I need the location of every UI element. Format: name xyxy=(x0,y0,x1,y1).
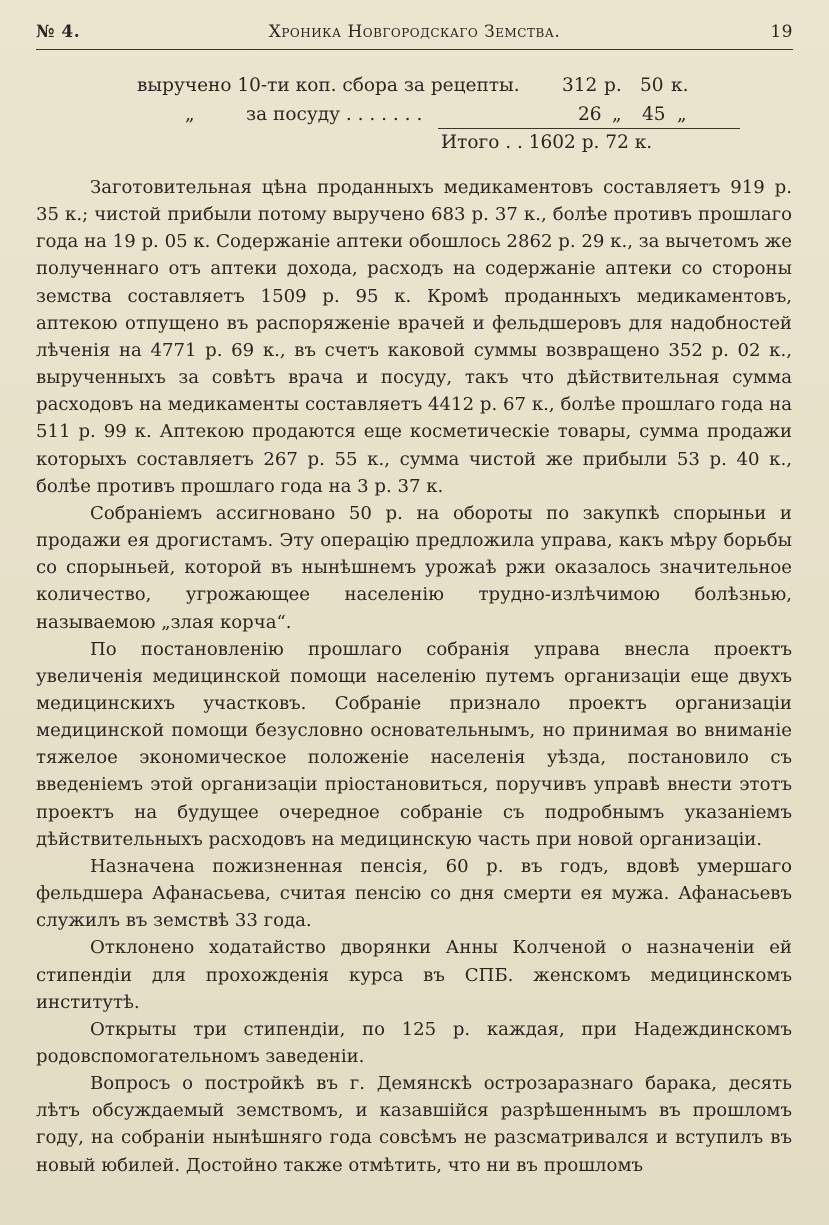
calc-label: выручено 10-ти коп. сбора за рецепты. xyxy=(137,75,520,96)
calc-row-recipes xyxy=(0,72,829,101)
calc-kop: 45 xyxy=(642,104,666,125)
paragraph-stipends: Открыты три стипендіи, по 125 р. каждая, при Надеждинскомъ родовспомогательномъ заведеніи. xyxy=(36,1018,792,1067)
paragraph-ergot: Собраніемъ ассигновано 50 р. на обороты по закупкѣ спорыньи и продажи ея дрогистамъ. Эту операцію предложила управа, какъ мѣру борьбы со спорыньей, которой въ нынѣшнемъ урожаѣ ржи оказалось значительное количество, угрожающее населенію трудно-излѣчимою болѣзнью, называемою „злая корча“. xyxy=(36,502,792,633)
paragraph-pension: Назначена пожизненная пенсія, 60 р. въ годъ, вдовѣ умершаго фельдшера Афанасьева, считая пенсію со дня смерти ея мужа. Афанасьевъ служилъ въ земствѣ 33 года. xyxy=(36,855,792,932)
paragraph-petition: Отклонено ходатайство дворянки Анны Колченой о назначеніи ей стипендіи для прохожденія курса въ СПБ. женскомъ медицинскомъ институтѣ. xyxy=(36,937,792,1013)
running-header xyxy=(36,22,793,48)
paragraph-barracks: Вопросъ о постройкѣ въ г. Демянскѣ острозаразнаго барака, десять лѣтъ обсуждаемый земствомъ, и казавшійся разрѣшеннымъ въ прошломъ году, на собраніи нынѣшняго года совсѣмъ не разсматривался и вступилъ въ новый юбилей. Достойно также отмѣтить, что ни въ прошломъ xyxy=(36,1073,792,1176)
calculation-block xyxy=(0,72,829,158)
calc-ditto-mark: „ xyxy=(185,104,195,125)
calc-label: за посуду . . . . . . . xyxy=(246,104,423,125)
calc-row-total xyxy=(0,129,829,158)
paragraph-medical-districts: По постановленію прошлаго собранія управа внесла проектъ увеличенія медицинской помощи населенію путемъ организаціи еще двухъ медицинскихъ участковъ. Собраніе признало проектъ организаціи медицинской помощи безусловно основательнымъ, но принимая во вниманіе тяжелое экономическое положеніе населенія уѣзда, постановило съ введеніемъ этой организаціи пріостановиться, поручивъ управѣ внести этотъ проектъ на будущее очередное собраніе съ подробнымъ указаніемъ дѣйствительныхъ расходовъ на медицинскую часть при новой организаціи. xyxy=(36,638,792,850)
issue-number: № 4. xyxy=(36,22,81,42)
calc-total: Итого . . 1602 р. 72 к. xyxy=(441,132,653,153)
calc-kop: 50 xyxy=(640,75,664,96)
calc-rub-unit: „ xyxy=(612,104,622,125)
journal-title: Хроника Новгородскаго Земства. xyxy=(268,22,561,42)
calc-kop-unit: „ xyxy=(677,104,687,125)
calc-kop-unit: к. xyxy=(671,75,689,96)
calc-rub: 26 xyxy=(578,104,602,125)
calc-row-dishes xyxy=(0,101,829,130)
sum-rule xyxy=(438,128,740,129)
calc-rub: 312 xyxy=(562,75,598,96)
header-rule xyxy=(36,49,793,50)
paragraph-pharmacy: Заготовительная цѣна проданныхъ медикаментовъ составляетъ 919 р. 35 к.; чистой прибыли потому выручено 683 р. 37 к., болѣе противъ прошлаго года на 19 р. 05 к. Содержаніе аптеки обошлось 2862 р. 29 к., за вычетомъ же полученнаго отъ аптеки дохода, расходъ на содержаніе аптеки со стороны земства составляетъ 1509 р. 95 к. Кромѣ проданныхъ медикаментовъ, аптекою отпущено въ распоряженіе врачей и фельдшеровъ для надобностей лѣченія на 4771 р. 69 к., въ счетъ каковой суммы возвращено 352 р. 02 к., вырученныхъ за совѣтъ врача и посуду, такъ что дѣйствительная сумма расходовъ на медикаменты составляетъ 4412 р. 67 к., болѣе прошлаго года на 511 р. 99 к. Аптекою продаются еще косметическіе товары, сумма продажи которыхъ составляетъ 267 р. 55 к., сумма чистой же прибыли 53 р. 40 к., болѣе противъ прошлаго года на 3 р. 37 к. xyxy=(36,177,792,497)
page-number: 19 xyxy=(770,22,793,42)
calc-rub-unit: р. xyxy=(604,75,622,96)
article-body xyxy=(36,174,792,1179)
